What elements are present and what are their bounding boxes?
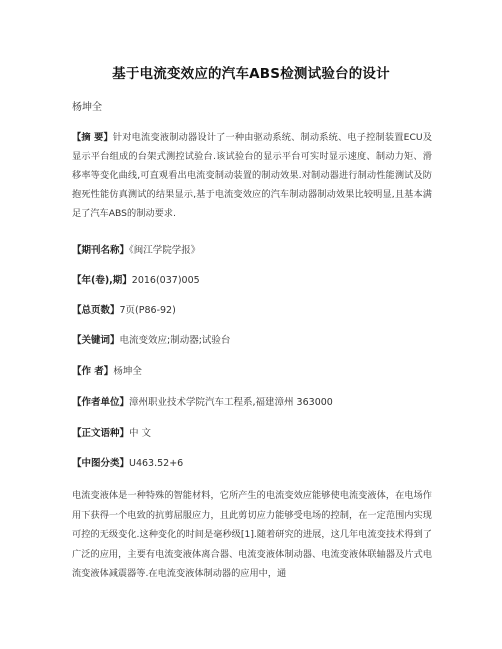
field-author-affiliation xyxy=(72,396,432,410)
field-label: 【作 者】 xyxy=(72,366,114,377)
field-author xyxy=(72,365,432,379)
abstract-label: 【摘 要】 xyxy=(72,132,113,143)
field-classification xyxy=(72,457,432,471)
abstract-text: 针对电流变液制动器设计了一种由驱动系统、制动系统、电子控制装置ECU及显示平台组成的台架式测控试验台.该试验台的显示平台可实时显示速度、制动力矩、滑移率等变化曲线,可直观看出电流变制动装置的制动效果.对制动器进行制动性能测试及防抱死性能仿真测试的结果显示,基于电流变效应的汽车制动器制动效果比较明显,且基本满足了汽车ABS的制动要求. xyxy=(72,132,433,219)
field-value: 杨坤全 xyxy=(113,366,142,377)
field-value: U463.52+6 xyxy=(129,458,184,469)
field-label: 【正文语种】 xyxy=(72,428,130,439)
field-journal-name xyxy=(72,244,432,258)
field-label: 【总页数】 xyxy=(72,305,120,316)
field-label: 【期刊名称】 xyxy=(72,245,130,256)
body-paragraph: 电流变液体是一种特殊的智能材料，它所产生的电流变效应能够使电流变液体，在电场作用下获得一个电致的抗剪屈服应力，且此剪切应力能够受电场的控制，在一定范围内实现可控的无级变化.这种变化的时间是毫秒级[1].随着研究的进展，这几年电流变技术得到了广泛的应用，主要有电流变液体离合器、电流变液体制动器、电流变液体联轴器及片式电流变液体减震器等.在电流变液体制动器的应用中，通 xyxy=(72,490,432,579)
field-label: 【作者单位】 xyxy=(72,397,130,408)
field-label: 【关键词】 xyxy=(72,335,120,346)
field-label: 【年(卷),期】 xyxy=(72,275,132,286)
field-value: 《闽江学院学报》 xyxy=(129,245,201,256)
field-value: 电流变效应;制动器;试验台 xyxy=(119,335,231,346)
field-label: 【中图分类】 xyxy=(72,458,130,469)
field-language xyxy=(72,427,432,441)
article-title: 基于电流变效应的汽车ABS检测试验台的设计 xyxy=(112,66,390,82)
field-value: 7页(P86-92) xyxy=(119,305,176,316)
abstract-paragraph xyxy=(72,128,432,223)
article-author: 杨坤全 xyxy=(72,102,102,113)
field-year-volume-issue xyxy=(72,274,432,288)
field-total-pages xyxy=(72,304,432,318)
field-value: 中 文 xyxy=(129,428,152,439)
field-value: 2016(037)005 xyxy=(131,275,200,286)
field-keywords xyxy=(72,334,432,348)
field-value: 漳州职业技术学院汽车工程系,福建漳州 363000 xyxy=(129,397,333,408)
